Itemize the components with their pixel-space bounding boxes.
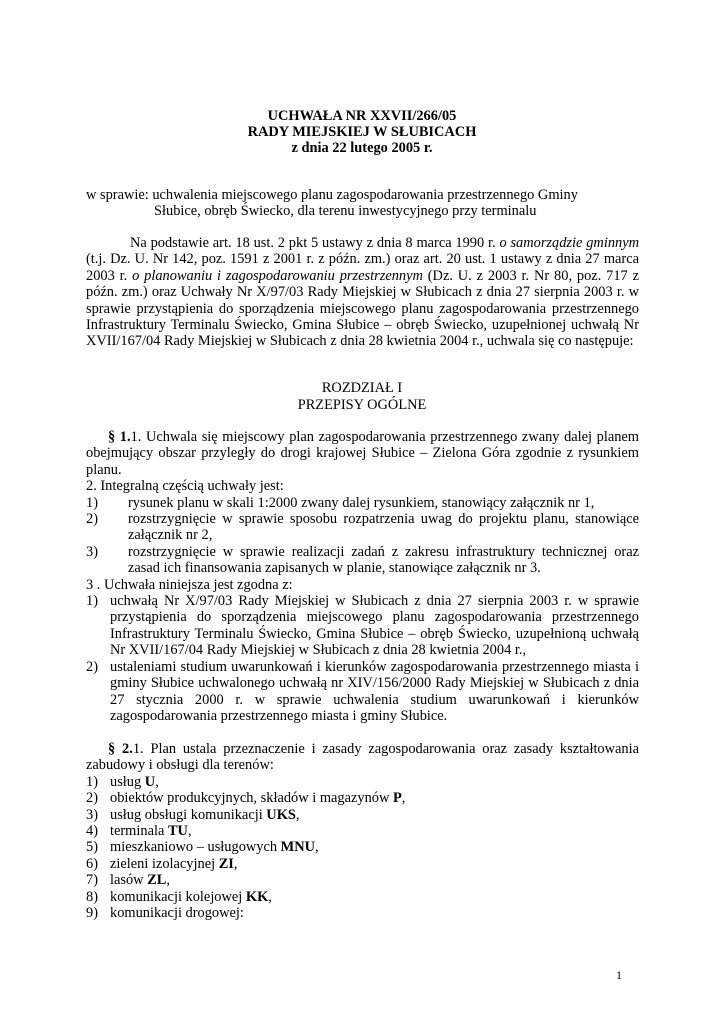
land-use-item-text: komunikacji kolejowej KK, [110, 888, 272, 905]
section-2 [86, 741, 639, 921]
land-use-item [86, 872, 639, 888]
land-use-item [86, 807, 639, 823]
page-number: 1 [616, 968, 622, 982]
section-1-mark: § 1. [108, 429, 131, 445]
chapter-title: PRZEPISY OGÓLNE [297, 396, 427, 413]
section-1-point-2: 2. Integralną częścią uchwały jest: [86, 478, 284, 495]
land-use-item-text: lasów ZL, [110, 872, 170, 889]
land-use-item-number: 5) [86, 839, 98, 856]
attachment-item [86, 511, 639, 544]
resolution-header [0, 108, 724, 156]
land-use-symbol: MNU [280, 839, 316, 856]
land-use-item-number: 2) [86, 790, 98, 807]
land-use-item-number: 9) [86, 905, 98, 922]
land-use-symbol: KK [245, 888, 269, 905]
land-use-item-text: mieszkaniowo – usługowych MNU, [110, 839, 319, 856]
resolution-subject [86, 187, 646, 219]
section-1-point-3-list [86, 593, 639, 724]
chapter-heading [0, 380, 724, 413]
compliance-item-text: ustaleniami studium uwarunkowań i kierunków zagospodarowania przestrzennego miasta i gminy Słubice uchwalonego uchwałą nr XIV/156/2000 Rady Miejskiej w Słubicach z dnia 27 stycznia 2000 r. w sprawie uchwalenia studium uwarunkowań i kierunków zagospodarowania przestrzennego miasta i gminy Słubice. [110, 658, 639, 724]
compliance-item-text: uchwałą Nr X/97/03 Rady Miejskiej w Słubicach z dnia 27 sierpnia 2003 r. w sprawie przystąpienia do sporządzenia miejscowego planu zagospodarowania przestrzennego Infrastruktury Terminalu Świecko, Gmina Słubice – obręb Świecko, uzupełnioną uchwałą Nr XVII/167/04 Rady Miejskiej w Słubicach z dnia 28 kwietnia 2004 r., [110, 593, 639, 659]
land-use-item [86, 823, 639, 839]
land-use-symbol: U [144, 773, 156, 790]
land-use-symbol: TU [167, 823, 188, 840]
land-use-item-text: zieleni izolacyjnej ZI, [110, 855, 238, 872]
land-use-item-text: terminala TU, [110, 823, 192, 840]
land-use-item-number: 7) [86, 872, 98, 889]
compliance-item [86, 659, 639, 725]
attachment-item-number: 1) [86, 494, 98, 511]
attachment-item [86, 495, 639, 511]
land-use-item-text: obiektów produkcyjnych, składów i magazynów P, [110, 790, 406, 807]
land-use-item-number: 6) [86, 855, 98, 872]
section-1-point-3: 3 . Uchwała niniejsza jest zgodna z: [86, 576, 293, 593]
attachment-item [86, 544, 639, 577]
section-2-point-1: 1. Plan ustala przeznaczenie i zasady zagospodarowania oraz zasady kształtowania zabudowy i obsługi dla terenów: [86, 741, 639, 774]
legal-basis-act-1: o samorządzie gminnym [499, 235, 639, 251]
land-use-item [86, 839, 639, 855]
section-1-point-2-list [86, 495, 639, 577]
section-1-point-1: 1. Uchwala się miejscowy plan zagospodarowania przestrzennego zwany dalej planem obejmujący obszar przyległy do drogi krajowej Słubice – Zielona Góra zgodnie z rysunkiem planu. [86, 429, 639, 478]
chapter-number: ROZDZIAŁ I [321, 380, 403, 396]
land-use-item-number: 8) [86, 888, 98, 905]
resolution-date: z dnia 22 lutego 2005 r. [291, 140, 433, 156]
attachment-item-text: rozstrzygnięcie w sprawie sposobu rozpatrzenia uwag do projektu planu, stanowiące załącznik nr 2, [128, 511, 639, 544]
land-use-item-text: usług U, [110, 773, 159, 790]
section-2-mark: § 2. [108, 741, 133, 757]
resolution-number: UCHWAŁA NR XXVII/266/05 [267, 108, 457, 124]
attachment-item-number: 2) [86, 511, 98, 528]
attachment-item-text: rysunek planu w skali 1:2000 zwany dalej rysunkiem, stanowiący załącznik nr 1, [128, 494, 595, 511]
legal-basis-act-2: o planowaniu i zagospodarowaniu przestrzennym [132, 267, 423, 284]
land-use-item-number: 1) [86, 773, 98, 790]
land-use-symbol: P [392, 790, 402, 807]
legal-basis-paragraph [86, 235, 639, 350]
attachment-item-text: rozstrzygnięcie w sprawie realizacji zadań z zakresu infrastruktury technicznej oraz zasad ich finansowania zapisanych w planie, stanowiące załącznik nr 3. [128, 543, 639, 577]
legal-basis-text-3: (Dz. U. z 2003 r. Nr 80, poz. 717 z późn. zm.) oraz Uchwały Nr X/97/03 Rady Miejskiej w Słubicach z dnia 27 sierpnia 2003 r. w sprawie przystąpienia do sporządzenia miejscowego planu zagospodarowania przestrzennego Infrastruktury Terminalu Świecko, Gmina Słubice – obręb Świecko, uzupełnionej uchwałą Nr XVII/167/04 Rady Miejskiej w Słubicach z dnia 28 kwietnia 2004 r., uchwala się co następuje: [86, 267, 639, 350]
land-use-item [86, 774, 639, 790]
land-use-symbol: UKS [266, 806, 296, 823]
subject-line-1: w sprawie: uchwalenia miejscowego planu zagospodarowania przestrzennego Gminy [86, 187, 578, 203]
land-use-item [86, 905, 639, 921]
land-use-symbol: ZI [218, 855, 234, 872]
land-use-item [86, 856, 639, 872]
section-1 [86, 429, 639, 724]
land-use-symbol: ZL [147, 872, 167, 889]
legal-basis-text-1: Na podstawie art. 18 ust. 2 pkt 5 ustawy z dnia 8 marca 1990 r. [130, 235, 500, 251]
subject-line-2: Słubice, obręb Świecko, dla terenu inwestycyjnego przy terminalu [154, 203, 537, 219]
compliance-item-number: 1) [86, 593, 98, 610]
land-use-item-number: 3) [86, 806, 98, 823]
land-use-list [86, 774, 639, 922]
compliance-item [86, 593, 639, 659]
land-use-item [86, 889, 639, 905]
council-name: RADY MIEJSKIEJ W SŁUBICACH [247, 124, 477, 140]
compliance-item-number: 2) [86, 658, 98, 675]
land-use-item-text: usług obsługi komunikacji UKS, [110, 806, 300, 823]
land-use-item-number: 4) [86, 823, 98, 840]
attachment-item-number: 3) [86, 543, 98, 560]
land-use-item-text: komunikacji drogowej: [110, 905, 244, 922]
land-use-item [86, 790, 639, 806]
legal-basis-text-2: (t.j. Dz. U. Nr 142, poz. 1591 z 2001 r. z późn. zm.) oraz art. 20 ust. 1 ustawy z dnia 27 marca 2003 r. [86, 251, 639, 284]
